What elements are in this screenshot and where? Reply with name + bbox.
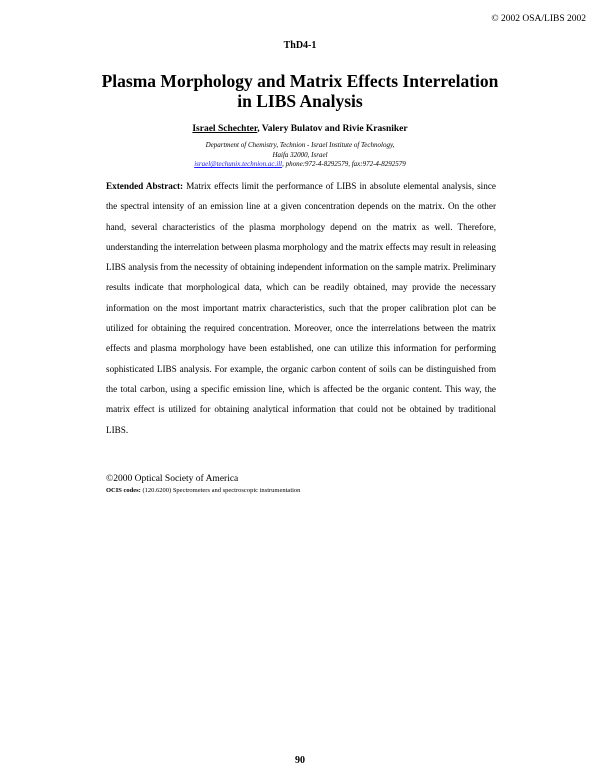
ocis-codes — [106, 487, 300, 494]
ocis-text: (120.6200) Spectrometers and spectroscopic instrumentation — [140, 487, 301, 494]
society-copyright: ©2000 Optical Society of America — [106, 474, 239, 484]
copyright-notice: © 2002 OSA/LIBS 2002 — [491, 14, 586, 24]
session-code: ThD4-1 — [283, 40, 317, 51]
page-number: 90 — [295, 755, 305, 766]
email-link[interactable]: israel@techunix.technion.ac.ill — [194, 160, 283, 168]
author-list — [0, 124, 600, 134]
title-line-1: Plasma Morphology and Matrix Effects Interrelation — [101, 71, 499, 91]
ocis-label: OCIS codes: — [106, 487, 141, 494]
abstract-label: Extended Abstract: — [106, 181, 184, 191]
title-line-2: in LIBS Analysis — [237, 91, 363, 111]
abstract-body: Matrix effects limit the performance of LIBS in absolute elemental analysis, since the spectral intensity of an emission line at a given concentration depends on the matrix. On the other hand, several characteristics of the plasma morphology depend on the matrix as well. Therefore, understanding the interrelation between plasma morphology and the matrix effects may result in releasing LIBS analysis from the necessity of obtaining independent information on the sample matrix. Preliminary results indicate that morphological data, which can be readily obtained, may provide the necessary information on the most important matrix characteristics, such that the proper calibration plot can be utilized for obtaining the required concentration. Moreover, once the interrelations between the matrix effects and plasma morphology have been established, one can utilize this information for performing sophisticated LIBS analysis. For example, the organic carbon content of soils can be distinguished from the total carbon, using a specific emission line, which is affected be the organic content. This way, the matrix effect is utilized for obtaining analytical information that could not be obtained by traditional LIBS. — [106, 181, 496, 435]
affiliation-line-2: Haifa 32000, Israel — [272, 150, 328, 159]
lead-author: Israel Schechter — [192, 124, 258, 134]
extended-abstract — [106, 176, 496, 440]
affiliation-line-1: Department of Chemistry, Technion - Israel Institute of Technology, — [205, 141, 395, 149]
other-authors: , Valery Bulatov and Rivie Krasniker — [257, 124, 408, 134]
affiliation — [0, 141, 600, 170]
paper-title — [0, 71, 600, 111]
contact-phone-fax: , phone:972-4-8292579, fax:972-4-8292579 — [282, 160, 406, 168]
contact-line — [0, 160, 600, 170]
